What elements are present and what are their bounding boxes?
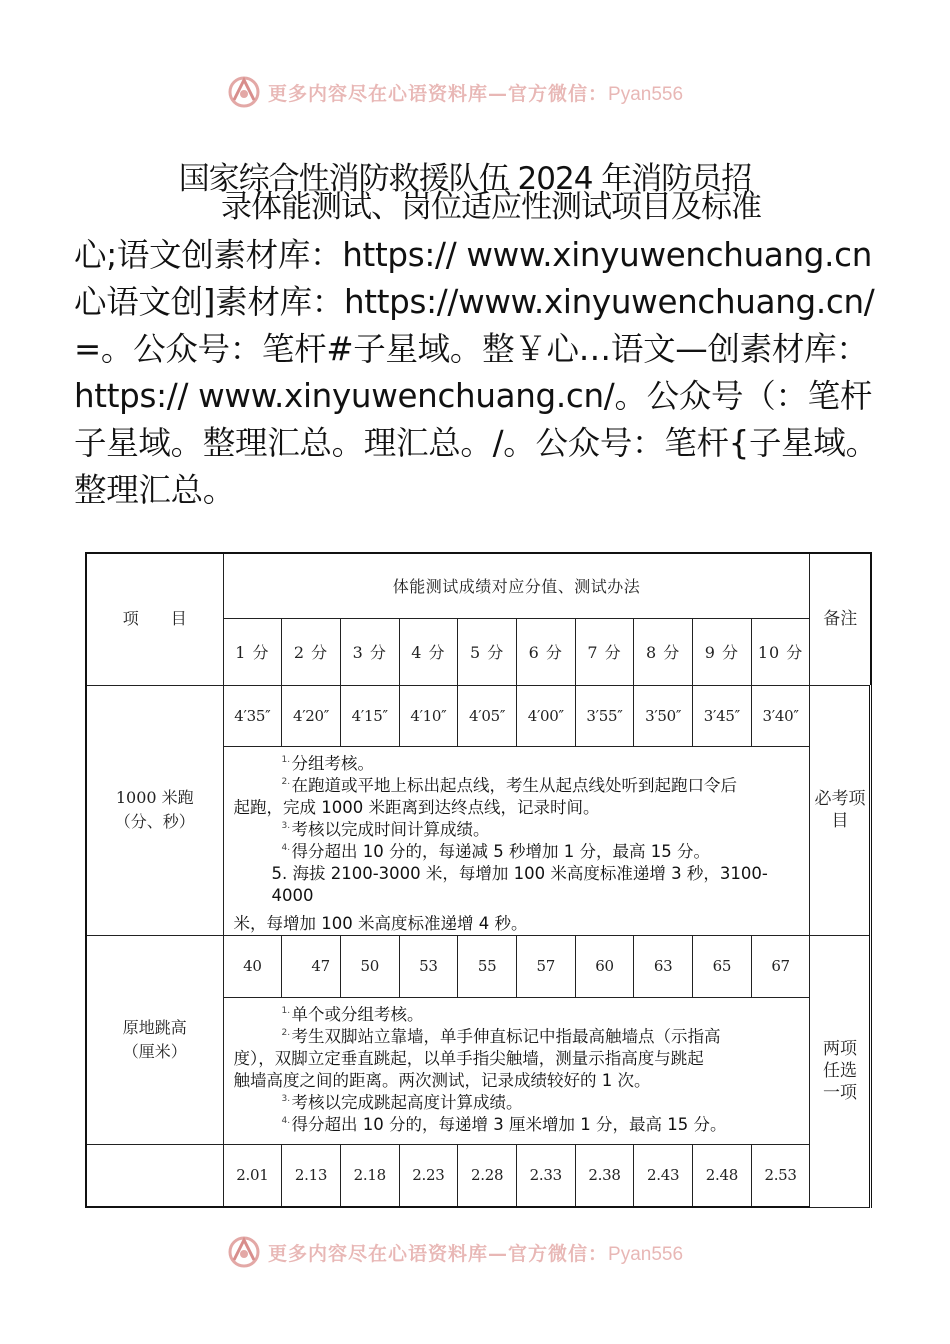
jump-label <box>86 935 223 1144</box>
run-method-line: 米，每增加 100 米高度标准递增 4 秒。 <box>233 913 528 933</box>
watermark-top <box>226 72 683 112</box>
jump-method-line: 考核以完成跳起高度计算成绩。 <box>291 1092 523 1112</box>
run-method-line: 分组考核。 <box>291 753 374 773</box>
jump-method <box>223 997 810 1144</box>
run-note: 必考项目 <box>810 685 871 935</box>
third-value: 2.33 <box>516 1144 575 1207</box>
body-paragraph: 心;语文创素材库：https:// www.xinyuwenchuang.cn 心语文创]素材库：https://www.xinyuwenchuang.cn/=。公众号：笔杆#子星域。整￥心…语文—创素材库：https:// www.xinyuwenchuang.cn/。公众号（：笔杆子星域。整理汇总。理汇总。/。公众号：笔杆{子星域。整理汇总。 <box>74 236 878 509</box>
standards-table <box>85 552 872 1208</box>
watermark-bottom <box>226 1232 683 1272</box>
header-standard: 体能测试成绩对应分值、测试办法 <box>223 553 810 618</box>
run-value: 3′45″ <box>693 685 752 746</box>
score-header: 8 分 <box>634 618 693 685</box>
jump-value: 65 <box>693 935 752 997</box>
third-value: 2.23 <box>399 1144 458 1207</box>
third-value: 2.53 <box>751 1144 810 1207</box>
score-header: 3 分 <box>340 618 399 685</box>
watermark-wechat-id: Pyan556 <box>608 1243 684 1265</box>
run-label-line1: 1000 米跑 <box>115 788 194 807</box>
score-header: 5 分 <box>458 618 517 685</box>
third-value: 2.43 <box>634 1144 693 1207</box>
jump-note <box>810 935 871 1207</box>
run-method-num-1: 1. <box>281 754 291 765</box>
score-header: 9 分 <box>693 618 752 685</box>
run-method-num-4: 4. <box>281 842 291 853</box>
third-value: 2.38 <box>575 1144 634 1207</box>
watermark-text: 更多内容尽在心语资料库—官方微信：Pyan556 <box>268 82 684 105</box>
third-value: 2.01 <box>223 1144 282 1207</box>
run-value: 3′55″ <box>575 685 634 746</box>
run-method-line: 4000 <box>271 885 314 905</box>
jump-value: 60 <box>575 935 634 997</box>
jump-value: 53 <box>399 935 458 997</box>
watermark-wechat-id: Pyan556 <box>608 83 684 105</box>
watermark-logo-icon <box>226 74 262 110</box>
third-value: 2.18 <box>340 1144 399 1207</box>
jump-value: 47 <box>282 935 341 997</box>
score-header: 6 分 <box>516 618 575 685</box>
watermark-logo-icon <box>226 1234 262 1270</box>
jump-method-line: 得分超出 10 分的，每递增 3 厘米增加 1 分，最高 15 分。 <box>291 1114 727 1134</box>
jump-value: 40 <box>223 935 282 997</box>
third-value: 2.13 <box>282 1144 341 1207</box>
third-value: 2.48 <box>693 1144 752 1207</box>
run-method-line: 5. 海拔 2100-3000 米，每增加 100 米高度标准递增 3 秒，3100- <box>271 863 768 883</box>
run-method-num-2: 2. <box>281 776 291 787</box>
run-value: 3′40″ <box>751 685 810 746</box>
jump-value: 55 <box>458 935 517 997</box>
jump-label-line2: （厘米） <box>122 1041 187 1061</box>
run-value: 4′15″ <box>340 685 399 746</box>
run-value: 4′20″ <box>282 685 341 746</box>
jump-value: 67 <box>751 935 810 997</box>
third-label <box>86 1144 223 1207</box>
run-value: 4′35″ <box>223 685 282 746</box>
document-title-line-2: 录体能测试、岗位适应性测试项目及标准 <box>221 189 761 225</box>
jump-method-line: 触墙高度之间的距离。两次测试，记录成绩较好的 1 次。 <box>233 1070 651 1090</box>
run-method-num-3: 3. <box>281 820 291 831</box>
jump-label-line1: 原地跳高 <box>122 1017 187 1037</box>
score-header: 2 分 <box>282 618 341 685</box>
jump-method-line: 单个或分组考核。 <box>291 1004 424 1024</box>
jump-value: 63 <box>634 935 693 997</box>
score-header: 7 分 <box>575 618 634 685</box>
run-method-line: 在跑道或平地上标出起点线，考生从起点线处听到起跑口令后 <box>291 775 737 795</box>
run-method-line: 得分超出 10 分的，每递减 5 秒增加 1 分，最高 15 分。 <box>291 841 710 861</box>
jump-value: 57 <box>516 935 575 997</box>
document-title-line-1: 国家综合性消防救援队伍 2024 年消防员招 <box>178 161 752 197</box>
header-note: 备注 <box>810 553 871 685</box>
jump-method-line: 度），双脚立定垂直跳起，以单手指尖触墙，测量示指高度与跳起 <box>233 1048 704 1068</box>
run-value: 4′00″ <box>516 685 575 746</box>
score-header: 10 分 <box>751 618 810 685</box>
score-header: 1 分 <box>223 618 282 685</box>
jump-method-num-3: 3. <box>281 1093 291 1104</box>
jump-method-num-2: 2. <box>281 1027 291 1038</box>
run-method-line: 起跑，完成 1000 米距离到达终点线，记录时间。 <box>233 797 600 817</box>
run-value: 3′50″ <box>634 685 693 746</box>
jump-note-text: 两项任选一项 <box>822 1039 857 1103</box>
run-value: 4′05″ <box>458 685 517 746</box>
jump-method-num-1: 1. <box>281 1005 291 1016</box>
jump-method-line: 考生双脚站立靠墙，单手伸直标记中指最高触墙点（示指高 <box>291 1026 721 1046</box>
header-item: 项 目 <box>86 553 223 685</box>
run-label <box>86 685 223 935</box>
jump-method-num-4: 4. <box>281 1115 291 1126</box>
run-method-line: 考核以完成时间计算成绩。 <box>291 819 490 839</box>
third-value: 2.28 <box>458 1144 517 1207</box>
run-value: 4′10″ <box>399 685 458 746</box>
watermark-text: 更多内容尽在心语资料库—官方微信：Pyan556 <box>268 1242 684 1265</box>
run-method <box>223 746 810 935</box>
score-header: 4 分 <box>399 618 458 685</box>
jump-value: 50 <box>340 935 399 997</box>
run-label-line2: （分、秒） <box>114 812 195 831</box>
